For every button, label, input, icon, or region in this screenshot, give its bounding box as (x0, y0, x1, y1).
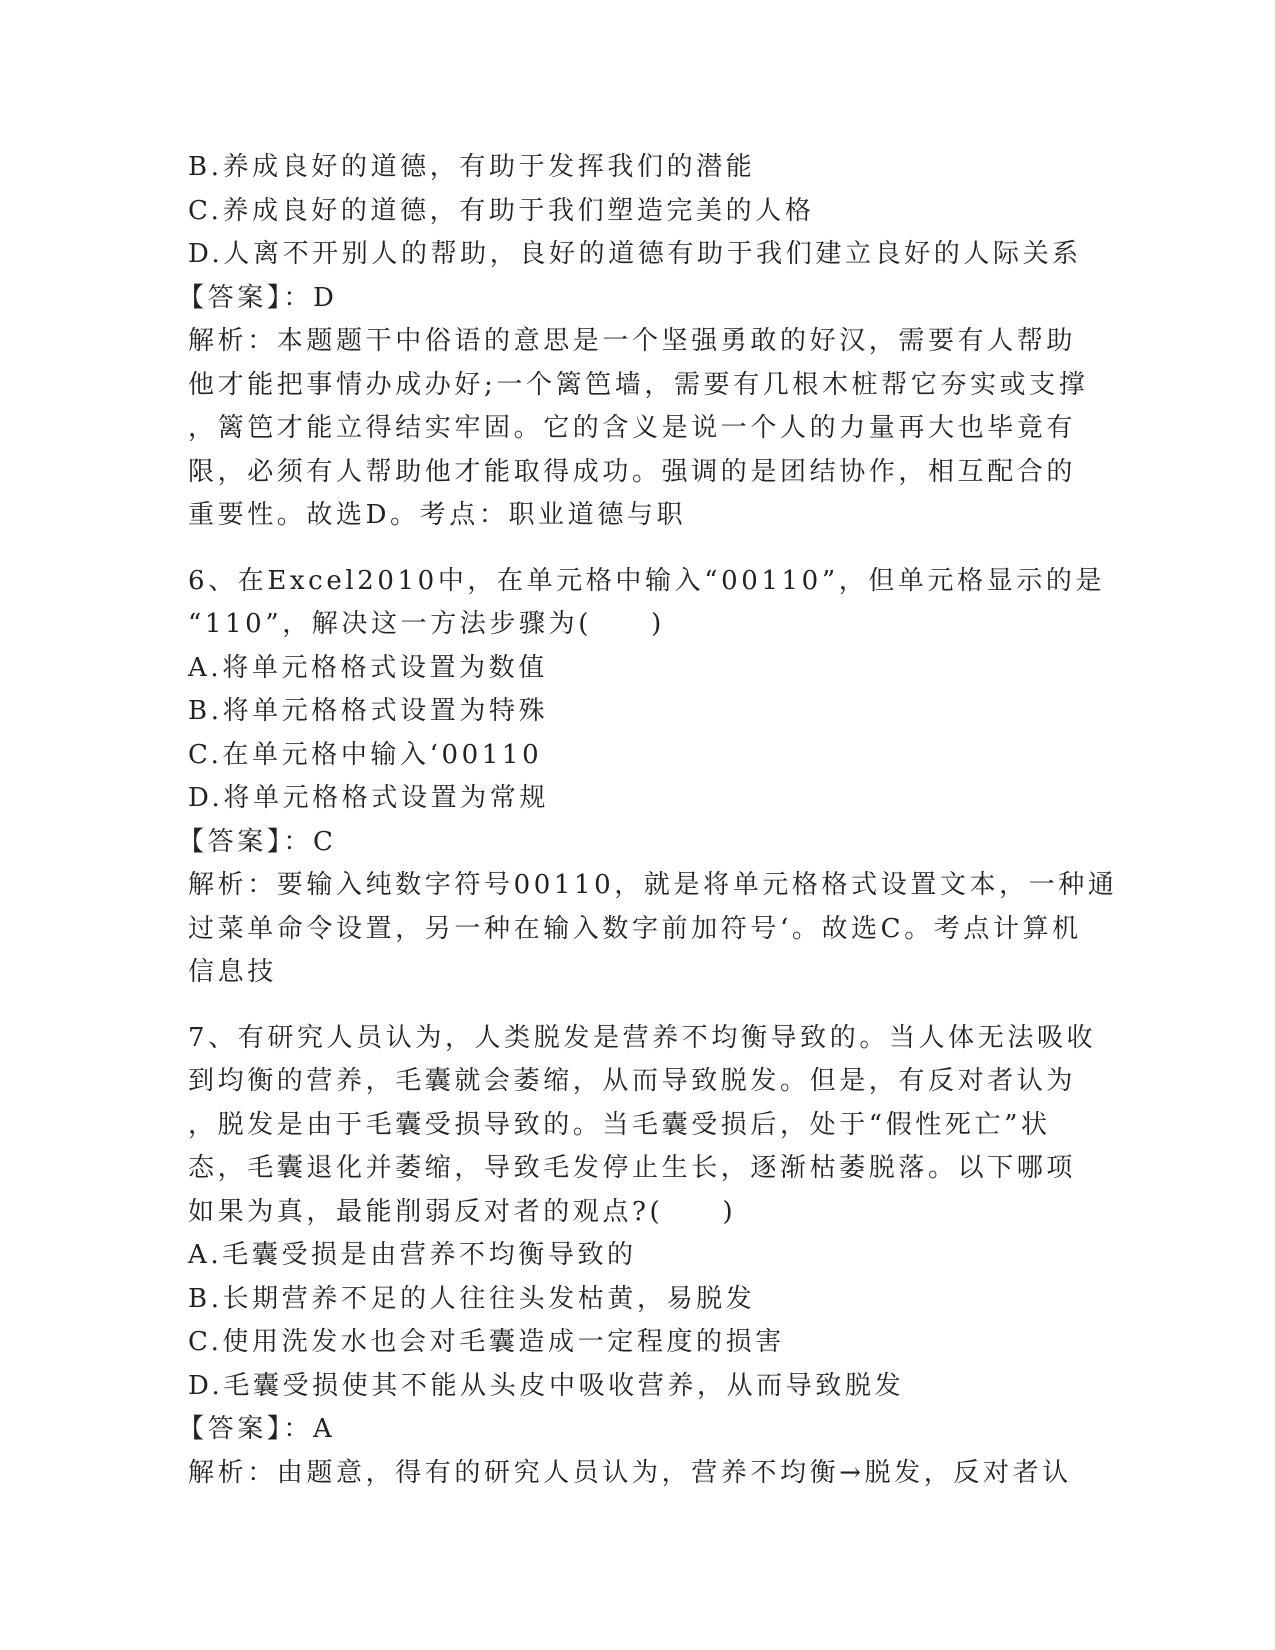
q6-stem-line: 6、在Excel2010中，在单元格中输入“00110”，但单元格显示的是 (188, 565, 1106, 596)
q7-stem-line: 7、有研究人员认为，人类脱发是营养不均衡导致的。当人体无法吸收 (188, 1022, 1097, 1053)
q7-stem-line: ，脱发是由于毛囊受损导致的。当毛囊受损后，处于“假性死亡”状 (188, 1109, 1051, 1140)
question-6 (178, 560, 1118, 995)
question-spacer (188, 538, 1068, 560)
q6-option-d: D.将单元格格式设置为常规 (188, 783, 549, 813)
q5-analysis-line: 解析：本题题干中俗语的意思是一个坚强勇敢的好汉，需要有人帮助 (188, 326, 1077, 356)
question-7 (178, 1017, 1097, 1496)
q6-answer: 【答案】：C (178, 826, 337, 857)
q6-option-c: C.在单元格中输入‘00110 (188, 739, 543, 770)
q5-analysis-line: 重要性。故选D。考点：职业道德与职 (188, 500, 687, 530)
q5-option-c: C.养成良好的道德，有助于我们塑造完美的人格 (188, 195, 815, 226)
q5-option-b: B.养成良好的道德，有助于发挥我们的潜能 (188, 152, 756, 182)
q6-option-a: A.将单元格格式设置为数值 (188, 652, 548, 683)
q5-analysis-line: ，篱笆才能立得结实牢固。它的含义是说一个人的力量再大也毕竟有 (188, 413, 1077, 443)
document-content (178, 146, 1118, 1495)
q7-option-d: D.毛囊受损使其不能从头皮中吸收营养，从而导致脱发 (188, 1370, 905, 1401)
q7-option-a: A.毛囊受损是由营养不均衡导致的 (188, 1240, 637, 1270)
question-spacer (188, 995, 1068, 1017)
q6-analysis-line: 信息技 (188, 957, 277, 987)
q6-stem-line: “110”，解决这一方法步骤为( ) (188, 609, 665, 639)
q6-analysis-line: 解析：要输入纯数字符号00110，就是将单元格格式设置文本，一种通 (188, 870, 1118, 900)
question-5-tail (178, 146, 1089, 538)
q5-option-d: D.人离不开别人的帮助，良好的道德有助于我们建立良好的人际关系 (188, 239, 1082, 269)
q5-analysis-line: 限，必须有人帮助他才能取得成功。强调的是团结协作，相互配合的 (188, 456, 1077, 487)
q7-option-b: B.长期营养不足的人往往头发枯黄，易脱发 (188, 1283, 756, 1314)
q5-answer: 【答案】：D (178, 282, 338, 313)
q7-answer: 【答案】：A (178, 1414, 336, 1444)
q5-analysis-line: 他才能把事情办成办好;一个篱笆墙，需要有几根木桩帮它夯实或支撑 (188, 369, 1089, 400)
q7-stem-line: 态，毛囊退化并萎缩，导致毛发停止生长，逐渐枯萎脱落。以下哪项 (188, 1153, 1077, 1183)
q7-stem-line: 如果为真，最能削弱反对者的观点?( ) (188, 1196, 737, 1227)
q7-option-c: C.使用洗发水也会对毛囊造成一定程度的损害 (188, 1327, 785, 1357)
q7-analysis-line: 解析：由题意，得有的研究人员认为，营养不均衡→脱发，反对者认 (188, 1457, 1072, 1488)
q6-option-b: B.将单元格格式设置为特殊 (188, 696, 549, 726)
q6-analysis-line: 过菜单命令设置，另一种在输入数字前加符号‘。故选C。考点计算机 (188, 913, 1082, 944)
q7-stem-line: 到均衡的营养，毛囊就会萎缩，从而导致脱发。但是，有反对者认为 (188, 1066, 1077, 1096)
